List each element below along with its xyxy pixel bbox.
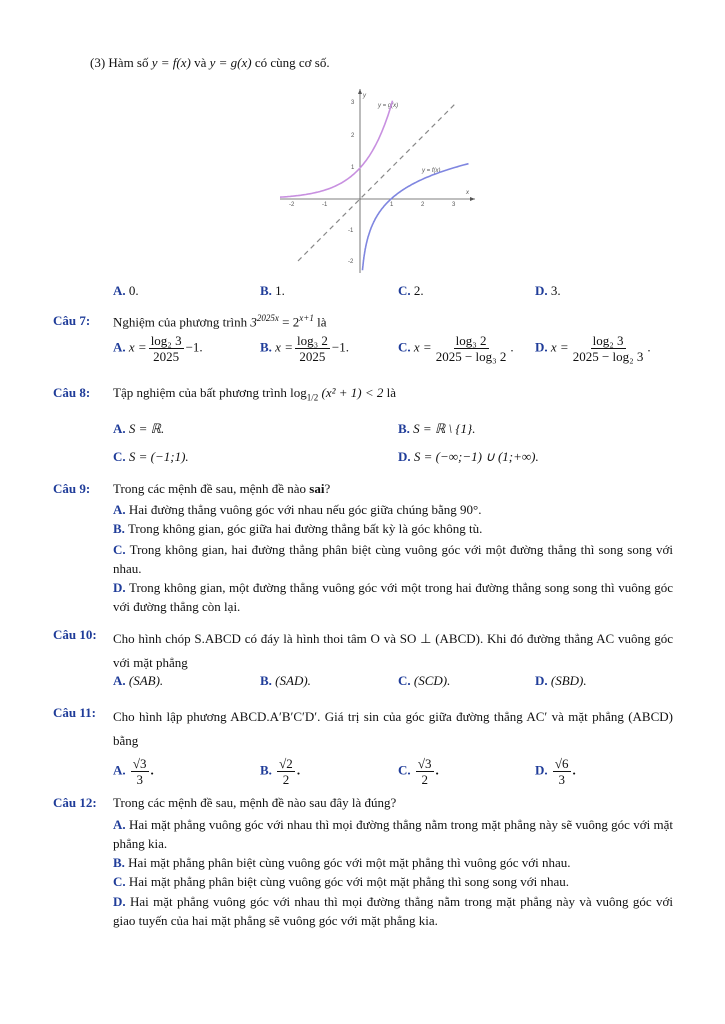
question-number: Câu 9: [53, 481, 91, 496]
q8-log: log [290, 385, 307, 400]
frac-numerator: log₃ 2 [455, 333, 487, 348]
option-text: Trong không gian, một đường thẳng vuông góc với một trong hai đường thẳng song song thì vuông góc với đường thẳng còn lại. [113, 580, 674, 614]
frac-denominator: 3 [136, 772, 143, 787]
option-post: −1. [185, 339, 203, 355]
y-tick-label: 2 [351, 133, 355, 139]
option-text: Trong không gian, hai đường thẳng phân biệt cùng vuông góc với một đường thẳng thì song song với nhau. [113, 542, 674, 576]
q8-log-base: 1/2 [306, 392, 319, 403]
y-axis-arrow [358, 89, 362, 94]
option-text: Hai mặt phẳng phân biệt cùng vuông góc với một mặt phẳng thì song song với nhau. [128, 874, 570, 889]
q10-option-c[interactable] [398, 673, 450, 689]
option-text: (SCD). [413, 673, 451, 688]
identity-line [298, 104, 455, 261]
q11-option-c[interactable]: C. $\frac{√3}{2}$ . [398, 756, 439, 787]
option-label: C. [398, 762, 411, 778]
option-label: D. [535, 283, 548, 298]
q7-option-b[interactable] [260, 333, 349, 364]
option-text: Hai đường thẳng vuông góc với nhau nếu góc giữa chúng bằng 90°. [128, 502, 482, 517]
option-label: A. [113, 339, 126, 355]
option-text: 3. [550, 283, 561, 298]
x-tick-label: 2 [421, 202, 425, 208]
option-text: 1. [275, 283, 285, 298]
q7-base1: 3 [250, 314, 257, 330]
option-text: S = (−1;1). [128, 449, 189, 464]
x-tick-label: 1 [390, 202, 394, 208]
q7-base2: 2 [292, 314, 300, 330]
q10-option-b[interactable] [260, 673, 311, 689]
q9-option-c[interactable] [113, 540, 673, 578]
option-post: . [647, 339, 651, 355]
q11-option-b[interactable]: B. $\frac{√2}{2}$ . [260, 756, 301, 787]
q12-option-c[interactable] [113, 872, 673, 891]
q8-tail: là [386, 385, 397, 400]
q12-option-d[interactable] [113, 892, 673, 930]
option-text: Hai mặt phẳng vuông góc với nhau thì mọi đường thẳng nằm trong mặt phẳng này sẽ vuông góc với mặt phẳng kia. [113, 817, 674, 851]
option-text: 2. [413, 283, 424, 298]
question-number: Câu 8: [53, 385, 91, 400]
q9-stmt-pre: Trong các mệnh đề sau, mệnh đề nào [113, 481, 310, 496]
option-text: (SAB). [128, 673, 164, 688]
frac-denominator: 3 [558, 772, 565, 787]
option-label: B. [260, 283, 272, 298]
frac-denominator: 2 [282, 772, 290, 787]
option-text: Trong không gian, góc giữa hai đường thẳng bất kỳ là góc không tù. [127, 521, 483, 536]
prev-yfx: y = f(x) [151, 55, 191, 70]
q9-statement [113, 481, 330, 497]
option-label: D. [535, 339, 548, 355]
option-label: C. [113, 449, 126, 464]
prev-statement [90, 55, 330, 71]
q8-arg: (x² + 1) < 2 [321, 385, 384, 400]
option-text: (SAD). [275, 673, 311, 688]
frac-numerator: √6 [554, 756, 569, 771]
y-tick-label: 1 [351, 165, 355, 171]
q7-eq: = [282, 314, 290, 330]
option-label: D. [113, 580, 126, 595]
question-number: Câu 11: [53, 705, 96, 720]
option-label: C. [398, 673, 411, 688]
x-tick-label: -1 [322, 202, 328, 208]
frac-numerator: log₂ 3 [592, 333, 624, 348]
q10-statement: Cho hình chóp S.ABCD có đáy là hình thoi tâm O và SO ⊥ (ABCD). Khi đó đường thẳng AC vuông góc với mặt phẳng [113, 631, 673, 670]
option-post: −1. [331, 339, 349, 355]
q10-option-a[interactable] [113, 673, 163, 689]
g-label: y = g(x) [378, 103, 399, 109]
option-pre: x = [275, 339, 293, 355]
q9-stmt-post: ? [324, 481, 331, 496]
option-label: B. [260, 673, 272, 688]
q8-stmt-text: Tập nghiệm của bất phương trình [113, 385, 287, 400]
q9-option-a[interactable] [113, 500, 673, 519]
option-text: S = ℝ. [128, 421, 165, 436]
q11-option-d[interactable]: D. $\frac{√6}{3}$ . [535, 756, 576, 787]
option-label: B. [260, 762, 272, 778]
option-label: D. [535, 673, 548, 688]
option-label: C. [398, 283, 411, 298]
y-tick-label: -2 [348, 259, 354, 265]
q12-option-b[interactable] [113, 853, 673, 872]
option-text: Hai mặt phẳng phân biệt cùng vuông góc với một mặt phẳng thì vuông góc với nhau. [128, 855, 571, 870]
y-tick-label: -1 [348, 228, 354, 234]
frac-denominator: 2 [421, 772, 428, 787]
q11-option-a[interactable]: A. $\frac{√3}{3}$ . [113, 756, 154, 787]
q7-option-a[interactable] [113, 333, 203, 364]
frac-numerator: √3 [132, 756, 147, 771]
q7-option-d[interactable] [535, 333, 651, 364]
option-pre: x = [550, 339, 569, 355]
option-label: B. [113, 521, 125, 536]
option-label: B. [113, 855, 125, 870]
x-axis-arrow [470, 197, 475, 201]
question-number: Câu 10: [53, 627, 97, 642]
option-text: S = ℝ \ {1}. [413, 421, 476, 436]
x-axis-label: x [466, 190, 469, 196]
frac-numerator: log₃ 2 [296, 333, 328, 348]
prev-option-b[interactable] [260, 283, 285, 299]
prev-option-a[interactable] [113, 283, 139, 299]
option-label: D. [398, 449, 411, 464]
q7-tail: là [317, 314, 327, 330]
option-text: (SBD). [550, 673, 587, 688]
option-text: 0. [128, 283, 139, 298]
option-label: A. [113, 502, 126, 517]
prev-option-d[interactable] [535, 283, 561, 299]
f-curve [363, 164, 469, 271]
q10-option-d[interactable] [535, 673, 587, 689]
function-graph [280, 85, 480, 275]
q8-option-b[interactable] [398, 421, 476, 437]
q9-stmt-bold: sai [309, 481, 325, 496]
frac-numerator: √3 [417, 756, 432, 771]
option-label: A. [113, 817, 126, 832]
option-label: A. [113, 762, 126, 778]
frac-denominator: 2025 [153, 349, 180, 364]
q7-option-c[interactable] [398, 333, 514, 364]
option-pre: x = [413, 339, 432, 355]
x-tick-label: -2 [289, 202, 295, 208]
option-label: B. [398, 421, 410, 436]
q7-stmt-text: Nghiệm của phương trình [113, 314, 248, 330]
q9-option-d[interactable] [113, 578, 673, 616]
q7-statement [113, 313, 326, 330]
option-label: A. [113, 673, 126, 688]
option-label: D. [535, 762, 548, 778]
q11-statement: Cho hình lập phương ABCD.A′B′C′D′. Giá trị sin của góc giữa đường thẳng AC′ và mặt phẳng (ABCD) bằng [113, 709, 673, 748]
q8-statement [113, 385, 396, 403]
option-label: B. [260, 339, 272, 355]
q9-option-b[interactable] [113, 519, 673, 538]
q8-option-a[interactable] [113, 421, 164, 437]
frac-numerator: log₂ 3 [150, 333, 182, 348]
option-label: C. [398, 339, 411, 355]
option-post: . [510, 339, 514, 355]
prev-option-c[interactable] [398, 283, 424, 299]
y-axis-label: y [363, 93, 366, 99]
frac-denominator: 2025 − log₃ 2 [435, 349, 507, 364]
q7-exp2: x+1 [299, 313, 314, 323]
question-number: Câu 7: [53, 313, 91, 328]
x-tick-label: 3 [452, 202, 456, 208]
option-label: C. [113, 874, 126, 889]
f-label: y = f(x) [422, 168, 441, 174]
option-text: S = (−∞;−1) ∪ (1;+∞). [413, 449, 539, 464]
option-pre: x = [128, 339, 147, 355]
option-text: Hai mặt phẳng vuông góc với nhau thì mọi đường thẳng nằm trong mặt phẳng này và vuông góc với giao tuyến của hai mặt phẳng sẽ vuông góc với mặt phẳng kia. [113, 894, 673, 928]
option-label: A. [113, 283, 126, 298]
prev-ygx: y = g(x) [209, 55, 252, 70]
q12-statement: Trong các mệnh đề sau, mệnh đề nào sau đây là đúng? [113, 795, 397, 810]
prev-stmt-text: (3) Hàm số [90, 55, 149, 70]
prev-tail: có cùng cơ số. [254, 55, 330, 70]
q12-option-a[interactable] [113, 815, 673, 853]
q8-option-c[interactable] [113, 449, 189, 465]
prev-va: và [194, 55, 207, 70]
frac-denominator: 2025 [299, 349, 326, 364]
q7-exp1: 2025x [256, 313, 279, 323]
option-label: D. [113, 894, 126, 909]
q8-option-d[interactable] [398, 449, 539, 465]
y-tick-label: 3 [351, 100, 355, 106]
option-label: A. [113, 421, 126, 436]
question-number: Câu 12: [53, 795, 97, 810]
frac-denominator: 2025 − log₂ 3 [572, 349, 644, 364]
frac-numerator: √2 [279, 756, 293, 771]
option-label: C. [113, 542, 126, 557]
